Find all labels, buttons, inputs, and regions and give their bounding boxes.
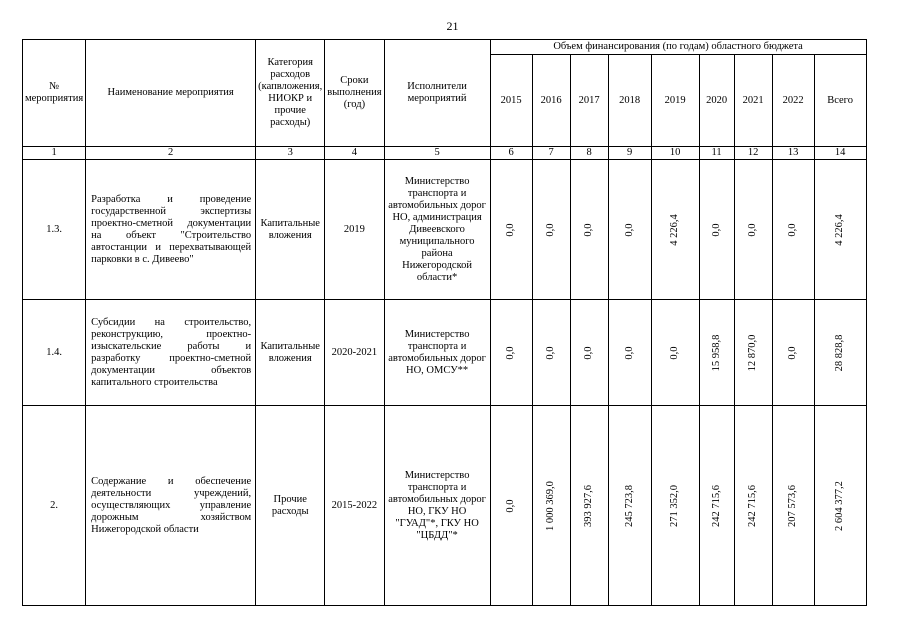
value-cell	[570, 406, 608, 606]
value-cell	[699, 160, 734, 300]
column-number: 12	[734, 147, 772, 160]
value-2021: 0,0	[747, 222, 759, 237]
row-id: 1.4.	[23, 300, 86, 406]
value-2017: 0,0	[583, 345, 595, 360]
value-total: 4 226,4	[834, 213, 846, 246]
row-name: Субсидии на строительство, реконструкцию, проектно-изыскательские работы и разработку проектно-сметной документации объектов капитального строительства	[86, 300, 256, 406]
value-2016: 1 000 369,0	[545, 480, 557, 531]
header-year: 2018	[608, 55, 651, 147]
row-name: Содержание и обеспечение деятельности учреждений, осуществляющих управление дорожным хозяйством Нижегородской области	[86, 406, 256, 606]
value-2021: 12 870,0	[747, 334, 759, 371]
value-cell	[608, 406, 651, 606]
value-cell	[814, 406, 866, 606]
value-2017: 0,0	[583, 222, 595, 237]
column-numbers-row	[23, 147, 867, 160]
value-cell	[532, 160, 570, 300]
value-total: 2 604 377,2	[834, 480, 846, 531]
header-year: 2022	[772, 55, 814, 147]
value-cell	[532, 406, 570, 606]
value-2020: 0,0	[710, 222, 722, 237]
value-cell	[570, 160, 608, 300]
value-cell	[734, 406, 772, 606]
table-row	[23, 300, 867, 406]
row-term: 2015-2022	[325, 406, 384, 606]
row-category: Капитальные вложения	[256, 300, 325, 406]
value-cell	[651, 160, 699, 300]
column-number: 7	[532, 147, 570, 160]
header-total: Всего	[814, 55, 866, 147]
value-cell	[699, 300, 734, 406]
value-cell	[772, 160, 814, 300]
value-2022: 0,0	[787, 345, 799, 360]
column-number: 5	[384, 147, 490, 160]
value-cell	[734, 300, 772, 406]
value-2018: 0,0	[623, 222, 635, 237]
value-total: 28 828,8	[834, 334, 846, 371]
row-executor: Министерство транспорта и автомобильных дорог НО, ГКУ НО "ГУАД"*, ГКУ НО "ЦБДД"*	[384, 406, 490, 606]
header-year: 2017	[570, 55, 608, 147]
value-2017: 393 927,6	[583, 484, 595, 527]
value-cell	[490, 406, 532, 606]
header-year: 2021	[734, 55, 772, 147]
value-2018: 245 723,8	[623, 484, 635, 527]
value-cell	[608, 160, 651, 300]
column-number: 1	[23, 147, 86, 160]
value-2016: 0,0	[545, 345, 557, 360]
row-name: Разработка и проведение государственной экспертизы проектно-сметной документации на объект "Строительство автостанции и перехватывающей парковки в с. Дивеево"	[86, 160, 256, 300]
column-number: 11	[699, 147, 734, 160]
header-row-top	[23, 40, 867, 55]
funding-table	[22, 39, 867, 606]
column-number: 2	[86, 147, 256, 160]
value-2022: 207 573,6	[787, 484, 799, 527]
column-number: 4	[325, 147, 384, 160]
value-cell	[734, 160, 772, 300]
header-col-category: Категория расходов (капвложения, НИОКР и прочие расходы)	[256, 40, 325, 147]
row-category: Капитальные вложения	[256, 160, 325, 300]
value-2019: 271 352,0	[669, 484, 681, 527]
header-year: 2016	[532, 55, 570, 147]
header-col-num: № мероприятия	[23, 40, 86, 147]
value-2015: 0,0	[505, 345, 517, 360]
value-cell	[532, 300, 570, 406]
row-category: Прочие расходы	[256, 406, 325, 606]
column-number: 3	[256, 147, 325, 160]
row-id: 1.3.	[23, 160, 86, 300]
header-year: 2019	[651, 55, 699, 147]
value-2016: 0,0	[545, 222, 557, 237]
header-year: 2015	[490, 55, 532, 147]
value-cell	[814, 160, 866, 300]
column-number: 14	[814, 147, 866, 160]
value-2019: 4 226,4	[669, 213, 681, 246]
page-number: 21	[446, 19, 459, 33]
row-executor: Министерство транспорта и автомобильных дорог НО, администрация Дивеевского муниципального района Нижегородской области*	[384, 160, 490, 300]
row-term: 2019	[325, 160, 384, 300]
value-2020: 15 958,8	[710, 334, 722, 371]
header-col-name: Наименование мероприятия	[86, 40, 256, 147]
value-2019: 0,0	[669, 345, 681, 360]
row-term: 2020-2021	[325, 300, 384, 406]
header-col-terms: Сроки выполнения (год)	[325, 40, 384, 147]
value-cell	[570, 300, 608, 406]
value-cell	[699, 406, 734, 606]
table-row	[23, 406, 867, 606]
value-2020: 242 715,6	[710, 484, 722, 527]
value-2018: 0,0	[623, 345, 635, 360]
value-cell	[490, 160, 532, 300]
value-2015: 0,0	[505, 222, 517, 237]
value-2015: 0,0	[505, 498, 517, 513]
value-cell	[490, 300, 532, 406]
column-number: 6	[490, 147, 532, 160]
value-cell	[772, 300, 814, 406]
value-cell	[608, 300, 651, 406]
header-col-executors: Исполнители мероприятий	[384, 40, 490, 147]
row-executor: Министерство транспорта и автомобильных дорог НО, ОМСУ**	[384, 300, 490, 406]
row-id: 2.	[23, 406, 86, 606]
value-cell	[651, 406, 699, 606]
value-2022: 0,0	[787, 222, 799, 237]
column-number: 8	[570, 147, 608, 160]
value-cell	[814, 300, 866, 406]
column-number: 13	[772, 147, 814, 160]
table-row	[23, 160, 867, 300]
column-number: 9	[608, 147, 651, 160]
value-cell	[772, 406, 814, 606]
column-number: 10	[651, 147, 699, 160]
header-year: 2020	[699, 55, 734, 147]
value-cell	[651, 300, 699, 406]
header-funding-title: Объем финансирования (по годам) областного бюджета	[490, 40, 866, 55]
value-2021: 242 715,6	[747, 484, 759, 527]
